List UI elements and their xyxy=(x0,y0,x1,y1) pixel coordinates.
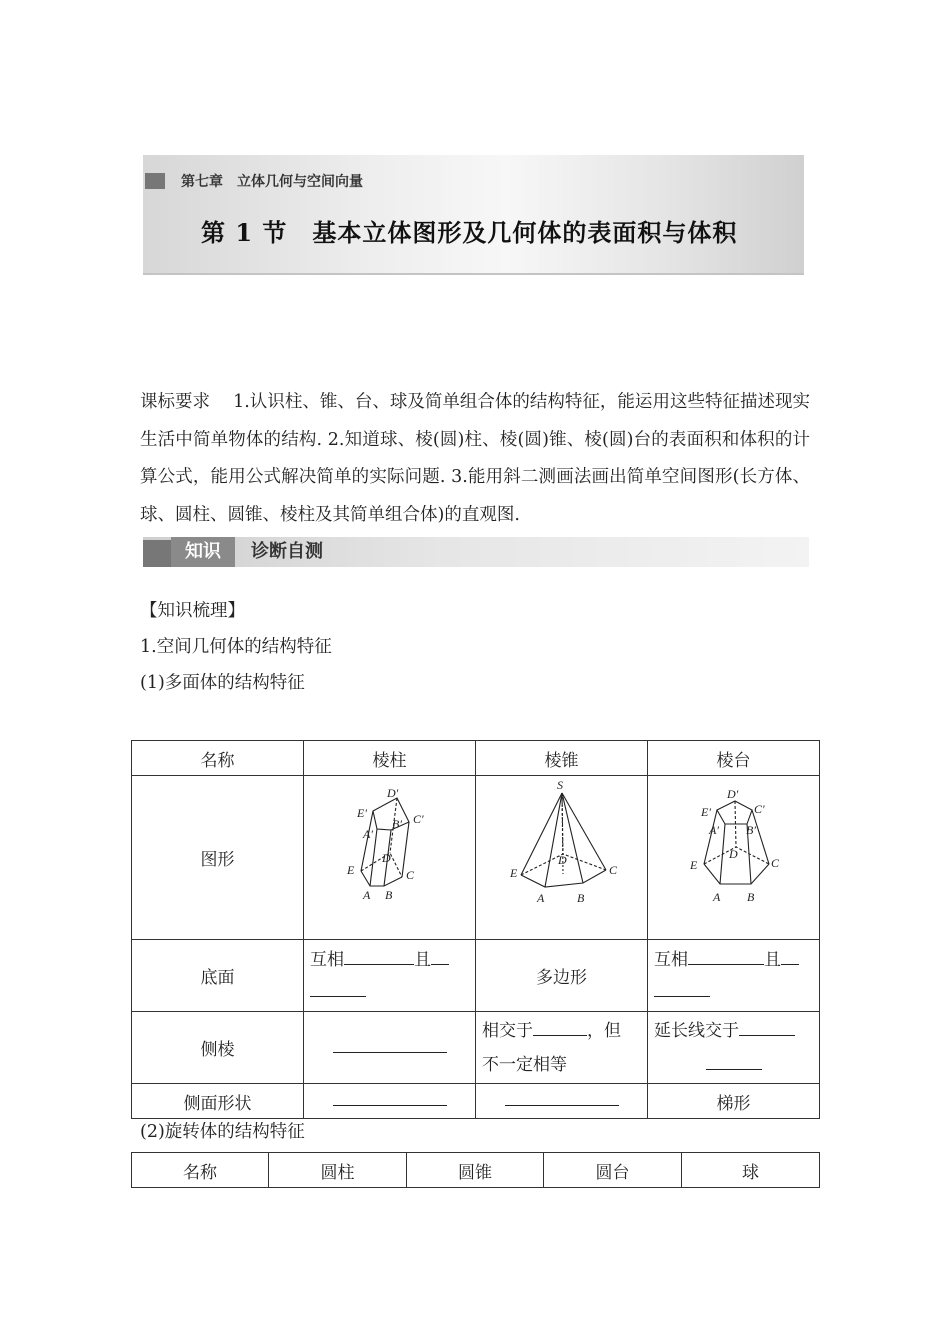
section-tag: 知识 xyxy=(171,537,235,567)
page-title: 第 1 节 基本立体图形及几何体的表面积与体积 xyxy=(201,218,738,247)
pyramid-label-a: A xyxy=(536,891,544,905)
fill-blank[interactable] xyxy=(333,1051,447,1053)
section-chip xyxy=(143,540,171,567)
fill-blank[interactable] xyxy=(654,995,710,997)
frustum-base-text-a: 互相 xyxy=(654,950,688,970)
fill-blank[interactable] xyxy=(505,1104,619,1106)
fill-blank[interactable] xyxy=(688,963,764,965)
pyramid-label-c: C xyxy=(608,863,617,877)
frustum-edge-text: 延长线交于 xyxy=(654,1021,739,1041)
prism-label-e: E xyxy=(346,863,354,877)
fill-blank[interactable] xyxy=(333,1104,447,1106)
frustum-face-cell: 梯形 xyxy=(648,1084,820,1119)
pyramid-edge-cell xyxy=(476,1012,648,1084)
fill-blank[interactable] xyxy=(344,963,414,965)
prism-face-cell xyxy=(304,1084,476,1119)
frustum-label-a: A xyxy=(712,890,720,904)
frustum-base-cell xyxy=(648,940,820,1012)
pyramid-figure xyxy=(477,776,647,934)
prism-label-e1: E′ xyxy=(356,806,367,820)
frustum-label-a1: A′ xyxy=(708,823,719,837)
header-prism: 棱柱 xyxy=(304,741,476,776)
prism-base-cell xyxy=(304,940,476,1012)
frustum-figure-cell xyxy=(648,776,820,940)
frustum-label-c1: C′ xyxy=(753,802,765,816)
fill-blank[interactable] xyxy=(739,1034,795,1036)
row-label-base: 底面 xyxy=(132,940,304,1012)
prism-label-d1: D′ xyxy=(386,786,398,800)
knowledge-heading: 【知识梳理】 xyxy=(140,601,245,621)
rev-header-cylinder: 圆柱 xyxy=(269,1153,407,1188)
prism-label-b1: B′ xyxy=(391,817,402,831)
pyramid-edge-text-b: ，但 xyxy=(587,1021,621,1041)
fill-blank[interactable] xyxy=(431,963,449,965)
table-row xyxy=(132,741,820,776)
row-label-face: 侧面形状 xyxy=(132,1084,304,1119)
frustum-label-b1: B′ xyxy=(745,823,756,837)
frustum-edge-cell xyxy=(648,1012,820,1084)
frustum-label-e1: E′ xyxy=(700,805,711,819)
header-name: 名称 xyxy=(132,741,304,776)
table-row xyxy=(132,940,820,1012)
prism-label-c1: C′ xyxy=(412,812,424,826)
rev-header-sphere: 球 xyxy=(682,1153,820,1188)
header-frustum: 棱台 xyxy=(648,741,820,776)
chapter-label: 第七章 立体几何与空间向量 xyxy=(181,174,363,190)
table-row xyxy=(132,776,820,940)
knowledge-sub-1: (1)多面体的结构特征 xyxy=(140,673,305,693)
fill-blank[interactable] xyxy=(781,963,799,965)
frustum-label-e: E xyxy=(689,858,697,872)
header-pyramid: 棱锥 xyxy=(476,741,648,776)
polyhedra-table xyxy=(131,740,820,1119)
prism-label-d: D xyxy=(381,851,391,865)
pyramid-edge-text-a: 相交于 xyxy=(482,1021,533,1041)
table-row xyxy=(132,1012,820,1084)
pyramid-edge-text-c: 不一定相等 xyxy=(482,1055,567,1075)
prism-base-text-a: 互相 xyxy=(310,950,344,970)
table-row xyxy=(132,1153,820,1188)
pyramid-label-e: E xyxy=(509,866,517,880)
pyramid-label-s: S xyxy=(556,778,563,792)
requirements-paragraph xyxy=(140,384,810,534)
frustum-label-d: D xyxy=(728,847,738,861)
requirements-label: 课标要求 xyxy=(140,392,211,412)
pyramid-base-cell: 多边形 xyxy=(476,940,648,1012)
frustum-label-d1: D′ xyxy=(726,787,738,801)
table-row xyxy=(132,1084,820,1119)
rev-header-name: 名称 xyxy=(132,1153,269,1188)
fill-blank[interactable] xyxy=(310,995,366,997)
knowledge-item-1: 1.空间几何体的结构特征 xyxy=(140,637,332,657)
chapter-banner xyxy=(143,155,804,275)
rev-header-frustum: 圆台 xyxy=(544,1153,682,1188)
section-bar xyxy=(143,537,809,567)
prism-base-text-b: 且 xyxy=(414,950,431,970)
prism-label-b: B xyxy=(384,888,392,902)
pyramid-figure-cell xyxy=(476,776,648,940)
prism-figure-cell xyxy=(304,776,476,940)
requirements-text: 1.认识柱、锥、台、球及简单组合体的结构特征，能运用这些特征描述现实生活中简单物体的结构. 2.知道球、棱(圆)柱、棱(圆)锥、棱(圆)台的表面积和体积的计算公式，能用公式解决简单的实际问题. 3.能用斜二测画法画出简单空间图形(长方体、球、圆柱、圆锥、棱柱及其简单组合体)的直观图. xyxy=(140,392,810,525)
fill-blank[interactable] xyxy=(533,1034,587,1036)
prism-label-a: A xyxy=(362,888,370,902)
frustum-base-text-b: 且 xyxy=(764,950,781,970)
section-title: 诊断自测 xyxy=(251,541,323,562)
knowledge-sub-2: (2)旋转体的结构特征 xyxy=(140,1122,305,1142)
frustum-label-b: B xyxy=(746,890,754,904)
frustum-label-c: C xyxy=(770,856,779,870)
fill-blank[interactable] xyxy=(706,1068,762,1070)
pyramid-label-b: B xyxy=(576,891,584,905)
prism-edge-cell xyxy=(304,1012,476,1084)
pyramid-label-d: D xyxy=(557,853,567,867)
frustum-figure xyxy=(649,776,819,934)
row-label-edge: 侧棱 xyxy=(132,1012,304,1084)
prism-label-a1: A′ xyxy=(362,827,373,841)
row-label-figure: 图形 xyxy=(132,776,304,940)
prism-figure xyxy=(305,776,475,934)
banner-chip xyxy=(145,173,165,189)
revolution-table xyxy=(131,1152,820,1188)
prism-label-c: C xyxy=(405,868,414,882)
rev-header-cone: 圆锥 xyxy=(407,1153,544,1188)
pyramid-face-cell xyxy=(476,1084,648,1119)
